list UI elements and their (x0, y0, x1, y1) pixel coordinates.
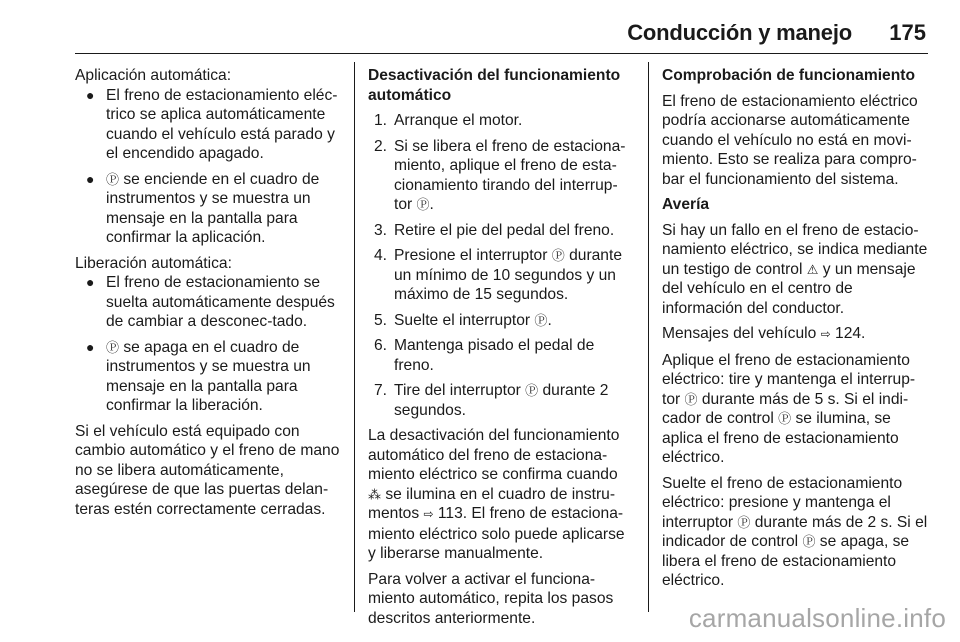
paragraph-reactivate: Para volver a activar el funciona-miento automático, repita los pasos descritos anteriormente. (368, 570, 614, 627)
parking-brake-icon: Ⓟ (534, 312, 548, 328)
page-number: 175 (889, 20, 926, 45)
header-rule (75, 53, 928, 54)
paragraph-automatic-release: Liberación automática: (75, 254, 232, 272)
column-1 (75, 66, 347, 525)
paragraph-automatic-transmission: Si el vehículo está equipado con cambio automático y el freno de mano no se libera automáticamente, asegúrese de que las puertas delan-teras estén correctamente cerradas. (75, 422, 340, 518)
parking-brake-icon: Ⓟ (106, 171, 120, 187)
bullet-icon: ● (86, 86, 95, 103)
column-2 (368, 66, 632, 634)
parking-brake-icon: Ⓟ (525, 383, 539, 398)
watermark: carmanualsonline.info (688, 603, 946, 633)
list-item: 1. Arranque el motor. (374, 112, 523, 129)
column-divider-2 (648, 62, 649, 612)
parking-brake-icon: Ⓟ (684, 391, 698, 407)
list-item: 4. Presione el interruptor Ⓟ durante un mínimo de 10 segundos y un máximo de 15 segundos. (374, 247, 622, 303)
parking-brake-icon: Ⓟ (106, 339, 120, 355)
steps-list (368, 111, 632, 420)
bullet-list-application (75, 86, 347, 248)
bullet-icon: ● (86, 170, 95, 187)
bullet-icon: ● (86, 338, 95, 355)
parking-brake-icon: Ⓟ (737, 514, 751, 530)
page-reference-arrow-icon: ⇨ (820, 327, 831, 341)
auto-off-indicator-icon: ⁂ (368, 486, 381, 502)
heading-deactivation: Desactivación del funcionamiento automático (368, 67, 621, 104)
heading-function-check: Comprobación de funcionamiento (662, 67, 915, 84)
list-item: 6. Mantenga pisado el pedal de freno. (374, 337, 595, 374)
paragraph-function-check: El freno de estacionamiento eléctrico podría accionarse automáticamente cuando el vehículo no está en movi-miento. Esto se realiza para compro-bar el funcionamiento del sistema. (662, 92, 918, 188)
section-title: Conducción y manejo (627, 20, 852, 45)
list-item: ● El freno de estacionamiento eléc-trico se aplica automáticamente cuando el vehículo está parado y el encendido apagado. (86, 86, 338, 162)
column-divider-1 (354, 62, 355, 612)
paragraph-release-brake: Suelte el freno de estacionamiento eléctrico: presione y mantenga el interruptor Ⓟ durante más de 2 s. Si el indicador de control Ⓟ se apaga, se libera el freno de estacionamiento eléctrico. (662, 474, 928, 589)
paragraph-fault: Si hay un fallo en el freno de estacio-namiento eléctrico, se indica mediante un testigo de control ⚠ y un mensaje del vehículo en el centro de información del conductor. (662, 221, 928, 317)
list-item: 5. Suelte el interruptor Ⓟ. (374, 311, 552, 329)
paragraph-apply-brake: Aplique el freno de estacionamiento eléctrico: tire y mantenga el interrup-tor Ⓟ durante más de 5 s. Si el indi-cador de control Ⓟ se ilumina, se aplica el freno de estacionamiento eléctrico. (662, 351, 916, 466)
warning-indicator-icon: ⚠ (806, 261, 819, 277)
column-3 (662, 66, 930, 597)
paragraph-vehicle-messages: Mensajes del vehículo ⇨ 124. (662, 325, 866, 342)
parking-brake-icon: Ⓟ (802, 534, 816, 549)
paragraph-deactivation-confirm: La desactivación del funcionamiento automático del freno de estaciona-miento eléctrico se confirma cuando ⁂ se ilumina en el cuadro de instru-mentos ⇨ 113. El freno de estaciona-miento eléctrico solo puede aplicarse y liberarse manualmente. (368, 427, 625, 562)
bullet-list-release (75, 273, 347, 416)
list-item: ● Ⓟ se apaga en el cuadro de instrumentos y se muestra un mensaje en la pantalla para confirmar la liberación. (86, 338, 311, 414)
list-item: 3. Retire el pie del pedal del freno. (374, 221, 615, 239)
list-item: ● Ⓟ se enciende en el cuadro de instrumentos y se muestra un mensaje en la pantalla para confirmar la aplicación. (86, 170, 320, 246)
heading-fault: Avería (662, 196, 710, 213)
bullet-icon: ● (86, 274, 95, 290)
list-item: 2. Si se libera el freno de estaciona-miento, aplique el freno de esta-cionamiento tirando del interrup-tor Ⓟ. (374, 137, 626, 213)
parking-brake-icon: Ⓟ (778, 411, 792, 426)
page-reference-arrow-icon: ⇨ (423, 507, 434, 521)
paragraph-automatic-application: Aplicación automática: (75, 67, 232, 84)
parking-brake-icon: Ⓟ (416, 197, 430, 212)
parking-brake-icon: Ⓟ (551, 248, 565, 263)
list-item: ● El freno de estacionamiento se suelta automáticamente después de cambiar a desconec-tado. (86, 274, 335, 330)
list-item: 7. Tire del interruptor Ⓟ durante 2 segundos. (374, 382, 609, 419)
